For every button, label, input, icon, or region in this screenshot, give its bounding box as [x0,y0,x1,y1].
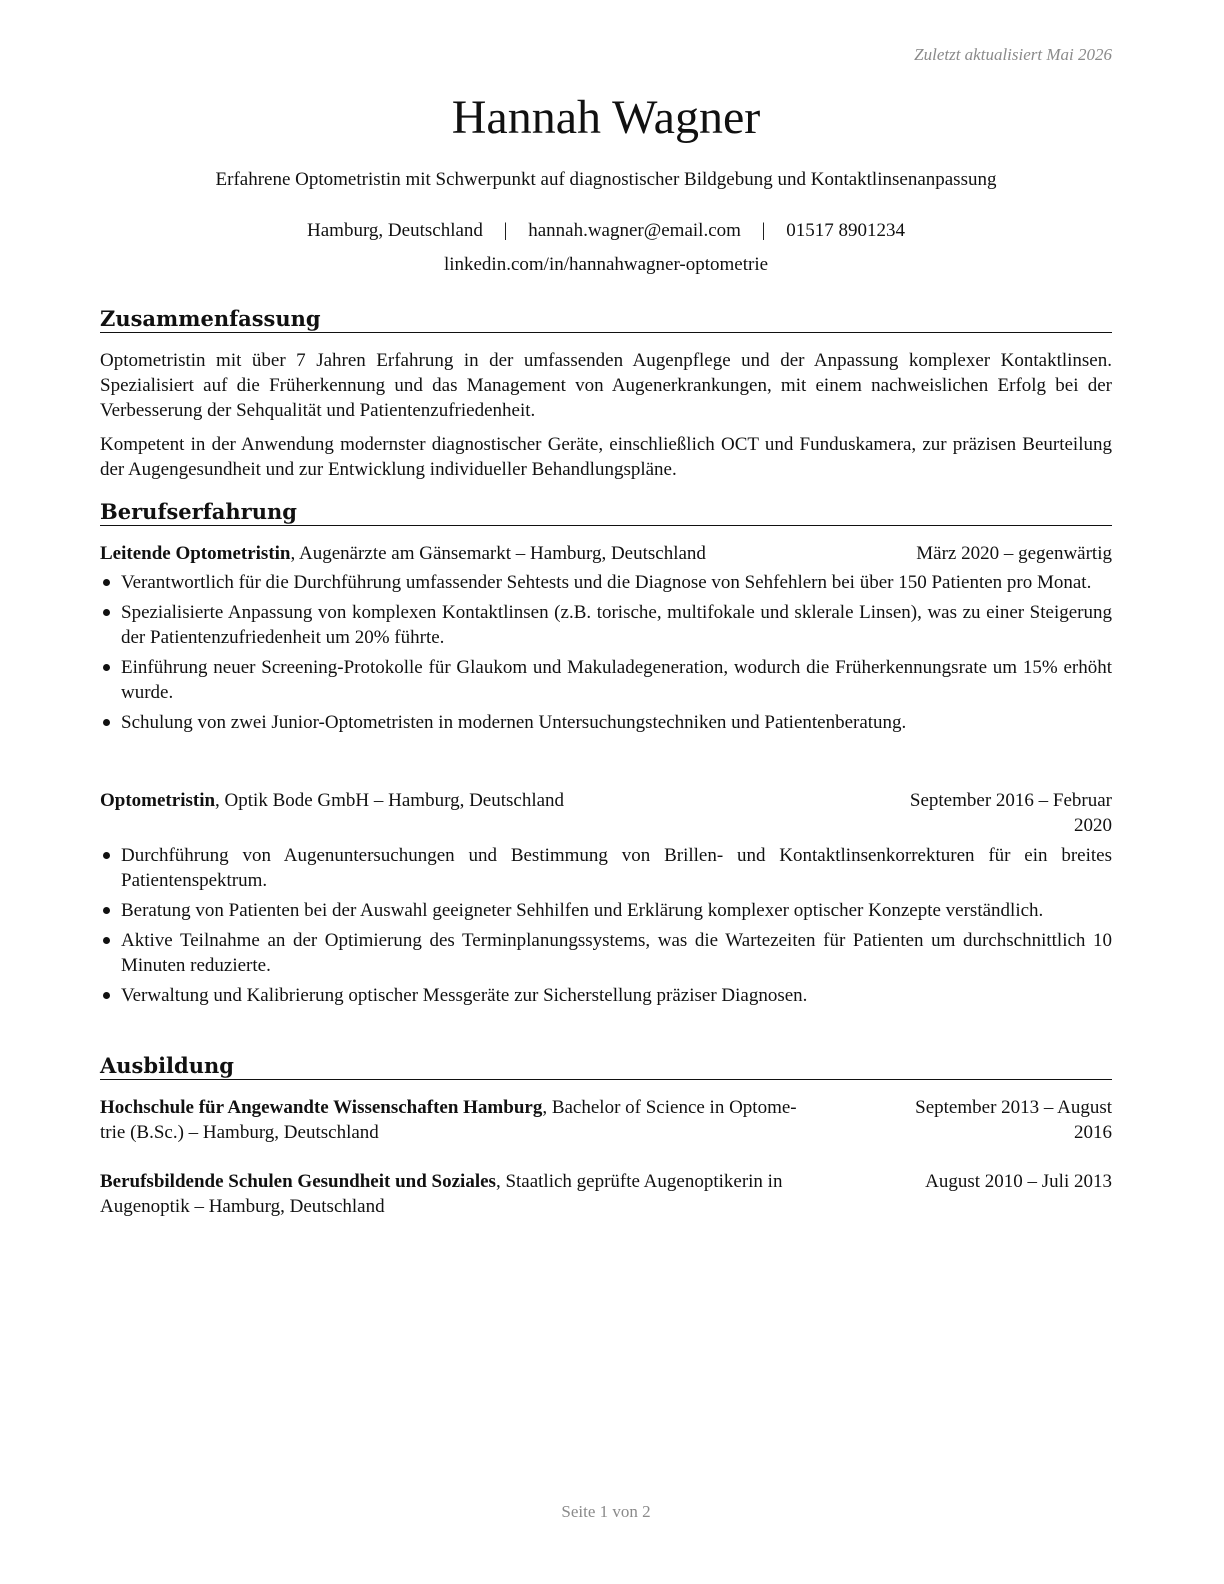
list-item: Schulung von zwei Junior-Optometristen in modernen Untersuchungstechniken und Patientenberatung. [100,710,1112,735]
job-company: , Optik Bode GmbH – Hamburg, Deutschland [215,790,565,811]
job-header [100,541,1112,566]
education-detail [100,1169,782,1219]
education-detail [100,1095,797,1145]
degree-line-1: , Staatlich geprüfte Augenoptikerin in [495,1171,783,1192]
list-item: Beratung von Patienten bei der Auswahl geeigneter Sehhilfen und Erklärung komplexer optischer Konzepte verständlich. [100,898,1112,923]
list-item: Einführung neuer Screening-Protokolle für Glaukom und Makuladegeneration, wodurch die Früherkennungsrate um 15% erhöht wurde. [100,655,1112,705]
school-name: Berufsbildende Schulen Gesundheit und Soziales [100,1171,496,1192]
list-item: Verwaltung und Kalibrierung optischer Messgeräte zur Sicherstellung präziser Diagnosen. [100,983,1112,1008]
job-company: , Augenärzte am Gänsemarkt – Hamburg, Deutschland [290,543,706,564]
page-number: Seite 1 von 2 [561,1502,651,1521]
list-item: Spezialisierte Anpassung von komplexen Kontaktlinsen (z.B. torische, multifokale und sklerale Linsen), was zu einer Steigerung der Patientenzufriedenheit um 20% führte. [100,600,1112,650]
job-dates-line-1: September 2016 – Februar [909,790,1112,811]
degree-line-2: Augenoptik – Hamburg, Deutschland [100,1196,385,1217]
linkedin-link[interactable]: linkedin.com/in/hannahwagner-optometrie [443,254,769,275]
contact-line [100,219,1112,243]
job-title-line [100,788,564,813]
email-link[interactable]: hannah.wagner@email.com [528,220,741,241]
job-role: Optometristin [100,790,216,811]
dates-line-1: September 2013 – August [915,1097,1112,1118]
job-bullets [100,843,1112,1013]
section-title-summary: Zusammenfassung [100,306,1112,333]
section-title-experience: Berufserfahrung [100,499,1112,526]
school-name: Hochschule für Angewandte Wissenschaften Hamburg [100,1097,543,1118]
job-bullets [100,570,1112,740]
section-title-education: Ausbildung [100,1053,1112,1080]
resume-page [100,0,1112,1584]
education-item [100,1095,1112,1145]
last-updated: Zuletzt aktualisiert Mai 2026 [914,45,1112,64]
list-item: Verantwortlich für die Durchführung umfassender Sehtests und die Diagnose von Sehfehlern bei über 150 Patienten pro Monat. [100,570,1112,595]
separator: | [503,220,508,241]
tagline: Erfahrene Optometristin mit Schwerpunkt auf diagnostischer Bildgebung und Kontaktlinsenanpassung [215,169,997,190]
job-header [100,788,1112,838]
dates-line-2: 2016 [1074,1122,1112,1143]
degree-line-2: trie (B.Sc.) – Hamburg, Deutschland [100,1122,379,1143]
separator: | [761,220,766,241]
list-item: Durchführung von Augenuntersuchungen und Bestimmung von Brillen- und Kontaktlinsenkorrekturen für ein breites Patientenspektrum. [100,843,1112,893]
education-dates: August 2010 – Juli 2013 [925,1171,1112,1192]
list-item: Aktive Teilnahme an der Optimierung des Terminplanungssystems, was die Wartezeiten für Patienten um durchschnittlich 10 Minuten reduzierte. [100,928,1112,978]
phone: 01517 8901234 [786,220,905,241]
job-role: Leitende Optometristin [100,543,291,564]
location: Hamburg, Deutschland [307,220,483,241]
job-dates: März 2020 – gegenwärtig [916,543,1112,564]
summary-paragraph-1: Optometristin mit über 7 Jahren Erfahrung in der umfassenden Augenpflege und der Anpassung komplexer Kontaktlinsen. Spezialisiert auf die Früherkennung und das Management von Augenerkrankungen, mit einem nachweislichen Erfolg bei der Verbesserung der Sehqualität und Patientenzufriedenheit. [100,350,1112,421]
job-dates-line-2: 2020 [1074,815,1112,836]
degree-line-1: , Bachelor of Science in Optome- [542,1097,797,1118]
education-dates [915,1095,1112,1145]
job-dates [910,788,1112,838]
education-item [100,1169,1112,1219]
summary-paragraph-2: Kompetent in der Anwendung modernster diagnostischer Geräte, einschließlich OCT und Funduskamera, zur präzisen Beurteilung der Augengesundheit und zur Entwicklung individueller Behandlungspläne. [100,434,1112,480]
candidate-name: Hannah Wagner [451,91,761,144]
job-title-line [100,541,706,566]
